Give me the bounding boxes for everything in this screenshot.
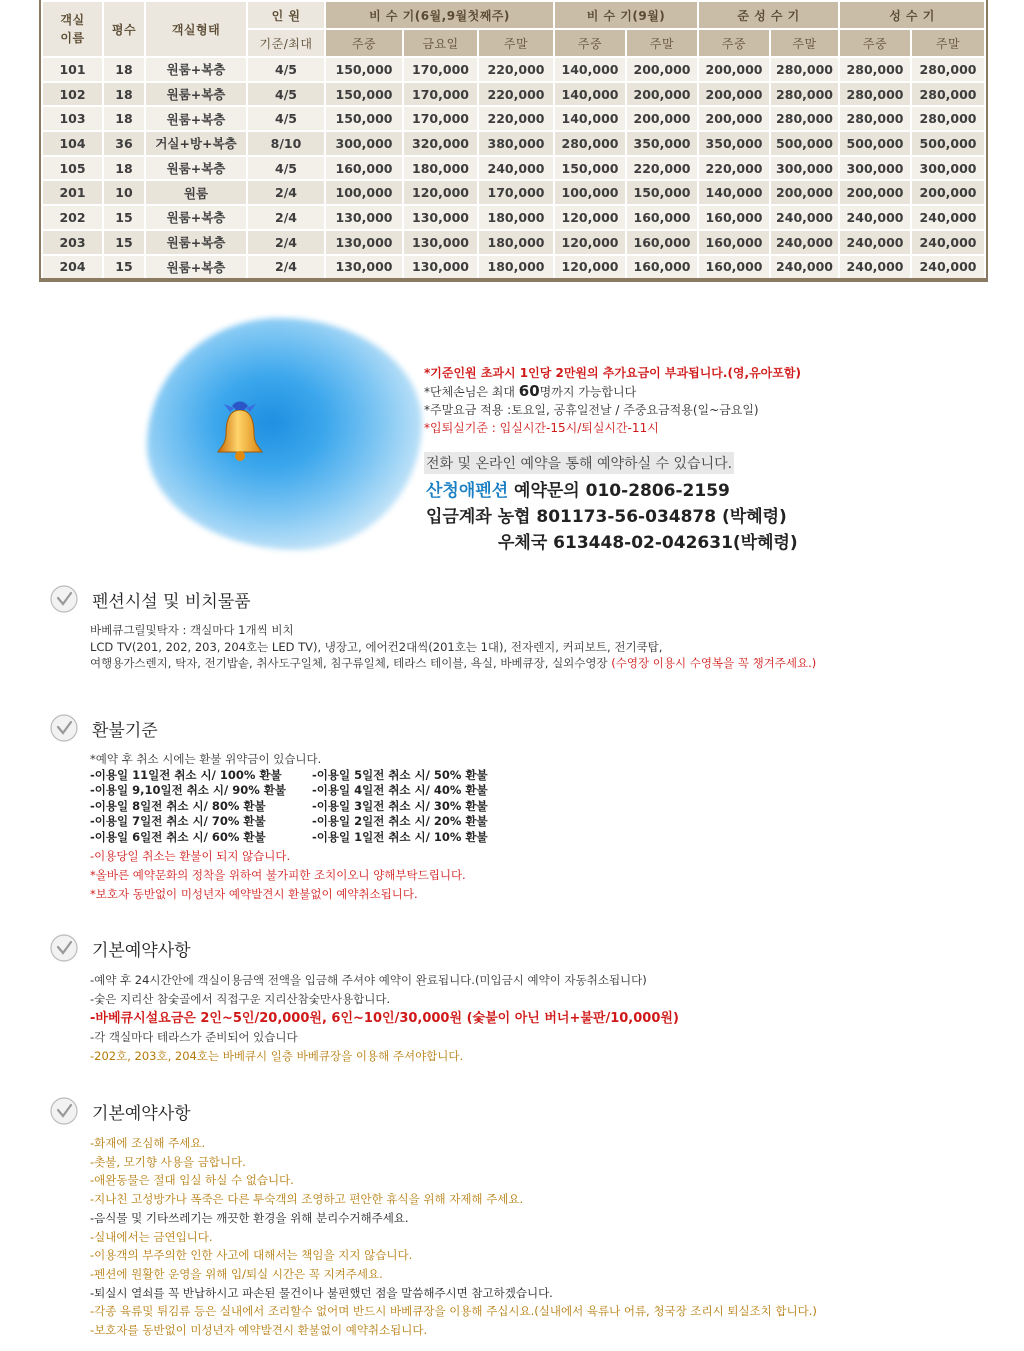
table-cell: 240,000 [770,255,839,280]
table-cell: 240,000 [839,255,911,280]
room-number-cell: 101 [42,57,103,82]
check-circle-icon [50,714,78,742]
table-cell: 170,000 [478,180,554,205]
header-room-type: 객실형태 [145,1,247,57]
refund-item: -이용일 4일전 취소 시/ 40% 환불 [312,783,488,797]
table-cell: 170,000 [403,57,478,82]
table-cell: 2/4 [247,205,325,230]
room-number-cell: 102 [42,82,103,107]
section-title: 펜션시설 및 비치물품 [92,591,251,612]
table-cell: 200,000 [770,180,839,205]
table-cell: 2/4 [247,230,325,255]
notice-group-text-b: 명까지 가능합니다 [539,385,637,399]
booking-line: -각 객실마다 테라스가 준비되어 있습니다 [90,1030,298,1044]
refund-item: -이용일 11일전 취소 시/ 100% 환불 [90,767,282,782]
table-cell: 280,000 [911,106,985,131]
table-row [42,106,985,131]
house-rule-item: -애완동물은 절대 입실 하실 수 없습니다. [90,1173,294,1188]
table-cell: 200,000 [911,180,985,205]
check-circle-icon [50,934,78,962]
notice-checkin-time: *입퇴실기준 : 입실시간-15시/퇴실시간-11시 [424,421,659,435]
table-header-top [42,1,985,29]
table-cell: 200,000 [698,106,770,131]
booking-line: -예약 후 24시간안에 객실이용금액 전액을 입금해 주셔야 예약이 완료됩니다.(미입금시 예약이 자동취소됩니다) [90,973,647,987]
table-cell: 120,000 [554,255,626,280]
header-weekend: 주말 [911,29,985,57]
facility-line [90,655,816,672]
table-cell: 280,000 [770,57,839,82]
header-size: 평수 [103,1,145,57]
table-cell: 300,000 [911,156,985,181]
header-peak: 성 수 기 [839,1,985,29]
table-cell: 160,000 [698,205,770,230]
bell-icon [210,398,270,464]
header-weekend: 주말 [770,29,839,57]
table-cell: 500,000 [770,131,839,156]
table-cell: 18 [103,106,145,131]
house-rule-item: -보호자를 동반없이 미성년자 예약발견시 환불없이 예약취소됩니다. [90,1323,428,1338]
refund-intro: *예약 후 취소 시에는 환불 위약금이 있습니다. [90,752,322,766]
table-cell: 300,000 [325,131,403,156]
table-cell: 36 [103,131,145,156]
house-rule-item: -각종 육류및 튀김류 등은 실내에서 조리할수 없어며 반드시 바베큐장을 이용해 주십시요.(실내에서 육류나 어류, 청국장 조리시 퇴실조치 합니다.) [90,1304,817,1319]
refund-item: -이용일 6일전 취소 시/ 60% 환불 [90,829,266,844]
header-weekend: 주말 [478,29,554,57]
table-cell: 150,000 [325,57,403,82]
table-cell: 180,000 [478,205,554,230]
table-cell: 140,000 [698,180,770,205]
table-cell: 160,000 [626,230,698,255]
table-cell: 거실+방+복층 [145,131,247,156]
notice-weekend-rate: *주말요금 적용 :토요일, 공휴일전날 / 주중요금적용(일~금요일) [424,403,759,417]
table-cell: 280,000 [554,131,626,156]
brand-name: 산청애펜션 [426,481,509,501]
check-circle-icon [50,1097,78,1125]
table-cell: 150,000 [325,106,403,131]
refund-note: *보호자 동반없이 미성년자 예약발견시 환불없이 예약취소됩니다. [90,887,418,901]
table-cell: 18 [103,82,145,107]
table-cell: 280,000 [911,82,985,107]
table-cell: 130,000 [403,230,478,255]
table-cell: 10 [103,180,145,205]
table-cell: 220,000 [698,156,770,181]
table-row [42,156,985,181]
refund-item: -이용일 5일전 취소 시/ 50% 환불 [312,767,488,782]
table-cell: 15 [103,255,145,280]
house-rules-list [90,1134,817,1340]
room-number-cell: 202 [42,205,103,230]
table-cell: 200,000 [698,82,770,107]
table-cell: 130,000 [325,255,403,280]
bbq-fee-line: -바베큐시설요금은 2인~5인/20,000원, 6인~10인/30,000원 (숯불이 아닌 버너+불판/10,000원) [90,1011,679,1026]
header-room-name: 객실 이름 [42,1,103,57]
table-cell: 4/5 [247,57,325,82]
section-facilities [50,584,816,672]
table-cell: 원룸+복층 [145,106,247,131]
price-table [41,0,986,280]
room-number-cell: 203 [42,230,103,255]
section-refund [50,713,512,904]
table-cell: 15 [103,205,145,230]
refund-col-left [90,768,312,846]
section-booking-basics [50,933,679,1066]
house-rule-item: -음식물 및 기타쓰레기는 깨끗한 환경을 위해 분리수거해주세요. [90,1210,409,1225]
table-row [42,255,985,280]
notice-extra-charge: *기준인원 초과시 1인당 2만원의 추가요금이 부과됩니다.(영,유아포함) [424,366,801,380]
header-off-season-2: 비 수 기(9월) [554,1,698,29]
house-rule-item: -퇴실시 열쇠를 꼭 반납하시고 파손된 물건이나 불편했던 점을 말씀해주시면 참고하겠습니다. [90,1285,553,1300]
bank-account-nh: 입금계좌 농협 801173-56-034878 (박혜령) [426,507,787,527]
refund-note: -이용당일 취소는 환불이 되지 않습니다. [90,849,291,863]
table-cell: 180,000 [403,156,478,181]
house-rule-item: -실내에서는 금연입니다. [90,1229,213,1244]
table-cell: 160,000 [698,255,770,280]
table-cell: 150,000 [554,156,626,181]
header-people: 인 원 [247,1,325,29]
header-weekday: 주중 [325,29,403,57]
header-friday: 금요일 [403,29,478,57]
table-cell: 140,000 [554,106,626,131]
refund-item: -이용일 8일전 취소 시/ 80% 환불 [90,798,266,813]
header-weekend: 주말 [626,29,698,57]
table-cell: 원룸+복층 [145,230,247,255]
table-cell: 240,000 [911,230,985,255]
table-cell: 15 [103,230,145,255]
table-cell: 160,000 [626,255,698,280]
table-cell: 280,000 [770,82,839,107]
table-cell: 170,000 [403,106,478,131]
table-cell: 280,000 [911,57,985,82]
section-title: 환불기준 [92,720,158,741]
table-cell: 160,000 [325,156,403,181]
table-cell: 280,000 [839,82,911,107]
booking-line-gold: -202호, 203호, 204호는 바베큐시 일층 바베큐장을 이용해 주셔야합니다. [90,1049,464,1063]
table-cell: 280,000 [839,57,911,82]
bank-account-post: 우체국 613448-02-042631(박혜령) [498,533,798,553]
header-people-sub: 기준/최대 [247,29,325,57]
table-row [42,230,985,255]
header-weekday: 주중 [554,29,626,57]
table-cell: 240,000 [478,156,554,181]
booking-line: -숯은 지리산 참숯골에서 직접구운 지리산참숯만사용합니다. [90,992,391,1006]
table-cell: 100,000 [325,180,403,205]
table-cell: 160,000 [698,230,770,255]
section-title: 기본예약사항 [92,940,191,961]
table-row [42,205,985,230]
table-cell: 500,000 [911,131,985,156]
header-off-season-1: 비 수 기(6월,9월첫째주) [325,1,554,29]
table-cell: 200,000 [626,57,698,82]
table-cell: 18 [103,156,145,181]
table-cell: 170,000 [403,82,478,107]
table-cell: 320,000 [403,131,478,156]
table-cell: 130,000 [403,255,478,280]
facility-line: LCD TV(201, 202, 203, 204호는 LED TV), 냉장고, 에어컨2대씩(201호는 1대), 전자렌지, 커피보트, 전기쿡탑, [90,639,663,654]
table-cell: 130,000 [325,205,403,230]
pool-swimsuit-note: (수영장 이용시 수영복을 꼭 챙겨주세요.) [611,656,817,670]
table-cell: 원룸+복층 [145,57,247,82]
phone-booking-note: 전화 및 온라인 예약을 통해 예약하실 수 있습니다. [424,452,734,474]
check-circle-icon [50,585,78,613]
table-cell: 380,000 [478,131,554,156]
room-number-cell: 103 [42,106,103,131]
table-cell: 240,000 [911,255,985,280]
table-cell: 140,000 [554,82,626,107]
house-rule-item: -이용객의 부주의한 인한 사고에 대해서는 책임을 지지 않습니다. [90,1248,413,1263]
table-cell: 원룸+복층 [145,156,247,181]
table-row [42,131,985,156]
notice-group-limit [424,382,801,401]
table-cell: 280,000 [770,106,839,131]
table-cell: 200,000 [698,57,770,82]
table-row [42,82,985,107]
refund-schedule [90,768,512,846]
notice-group-number: 60 [518,382,540,400]
table-cell: 300,000 [839,156,911,181]
table-row [42,57,985,82]
table-cell: 원룸 [145,180,247,205]
table-cell: 120,000 [554,230,626,255]
table-cell: 200,000 [626,106,698,131]
table-cell: 18 [103,57,145,82]
table-cell: 220,000 [478,57,554,82]
contact-phone [426,478,798,504]
table-cell: 180,000 [478,230,554,255]
header-semi-peak: 준 성 수 기 [698,1,839,29]
watercolor-splash [147,318,422,550]
notice-group-text-a: *단체손님은 최대 [424,385,519,399]
table-cell: 120,000 [403,180,478,205]
facility-line: 바베큐그릴및탁자 : 객실마다 1개씩 비치 [90,623,294,637]
table-cell: 240,000 [911,205,985,230]
table-cell: 4/5 [247,106,325,131]
refund-item: -이용일 2일전 취소 시/ 20% 환불 [312,814,488,828]
table-cell: 350,000 [626,131,698,156]
table-cell: 원룸+복층 [145,255,247,280]
table-cell: 160,000 [626,205,698,230]
table-cell: 원룸+복층 [145,205,247,230]
table-cell: 240,000 [839,205,911,230]
room-number-cell: 201 [42,180,103,205]
section-house-rules [50,1096,817,1340]
phone-number[interactable]: 예약문의 010-2806-2159 [508,481,730,501]
table-cell: 240,000 [770,230,839,255]
section-title: 기본예약사항 [92,1103,191,1124]
house-rule-item: -지나친 고성방가나 폭죽은 다른 투숙객의 조영하고 편안한 휴식을 위해 자제해 주세요. [90,1192,524,1207]
table-cell: 140,000 [554,57,626,82]
table-cell: 130,000 [403,205,478,230]
table-cell: 200,000 [839,180,911,205]
table-cell: 4/5 [247,156,325,181]
table-cell: 2/4 [247,180,325,205]
table-cell: 220,000 [626,156,698,181]
house-rule-item: -촛불, 모기향 사용을 금합니다. [90,1154,246,1169]
table-cell: 500,000 [839,131,911,156]
table-cell: 300,000 [770,156,839,181]
table-cell: 120,000 [554,205,626,230]
house-rule-item: -펜션에 원활한 운영을 위해 입/퇴실 시간은 꼭 지켜주세요. [90,1266,383,1281]
table-cell: 220,000 [478,82,554,107]
table-cell: 280,000 [839,106,911,131]
facility-line-text: 여행용가스렌지, 탁자, 전기밥솥, 취사도구일체, 침구류일체, 테라스 테이블, 욕실, 바베큐장, 실외수영장 [90,656,612,670]
refund-item: -이용일 9,10일전 취소 시/ 90% 환불 [90,783,286,797]
refund-note: *올바른 예약문화의 정착을 위하여 불가피한 조치이오니 양해부탁드립니다. [90,868,466,882]
refund-item: -이용일 1일전 취소 시/ 10% 환불 [312,829,488,844]
room-number-cell: 105 [42,156,103,181]
house-rule-item: -화재에 조심해 주세요. [90,1136,206,1150]
table-cell: 180,000 [478,255,554,280]
table-cell: 200,000 [626,82,698,107]
refund-col-right [312,768,512,846]
room-number-cell: 104 [42,131,103,156]
refund-item: -이용일 3일전 취소 시/ 30% 환불 [312,798,488,813]
table-cell: 100,000 [554,180,626,205]
table-cell: 350,000 [698,131,770,156]
header-weekday: 주중 [839,29,911,57]
table-cell: 240,000 [839,230,911,255]
table-row [42,180,985,205]
table-cell: 2/4 [247,255,325,280]
table-cell: 240,000 [770,205,839,230]
table-cell: 130,000 [325,230,403,255]
table-cell: 220,000 [478,106,554,131]
notice-list [424,364,801,437]
table-cell: 4/5 [247,82,325,107]
table-cell: 8/10 [247,131,325,156]
refund-item: -이용일 7일전 취소 시/ 70% 환불 [90,814,266,828]
contact-block [426,478,798,556]
price-table-body [42,57,985,279]
table-cell: 원룸+복층 [145,82,247,107]
table-cell: 150,000 [626,180,698,205]
table-cell: 150,000 [325,82,403,107]
room-number-cell: 204 [42,255,103,280]
header-weekday: 주중 [698,29,770,57]
